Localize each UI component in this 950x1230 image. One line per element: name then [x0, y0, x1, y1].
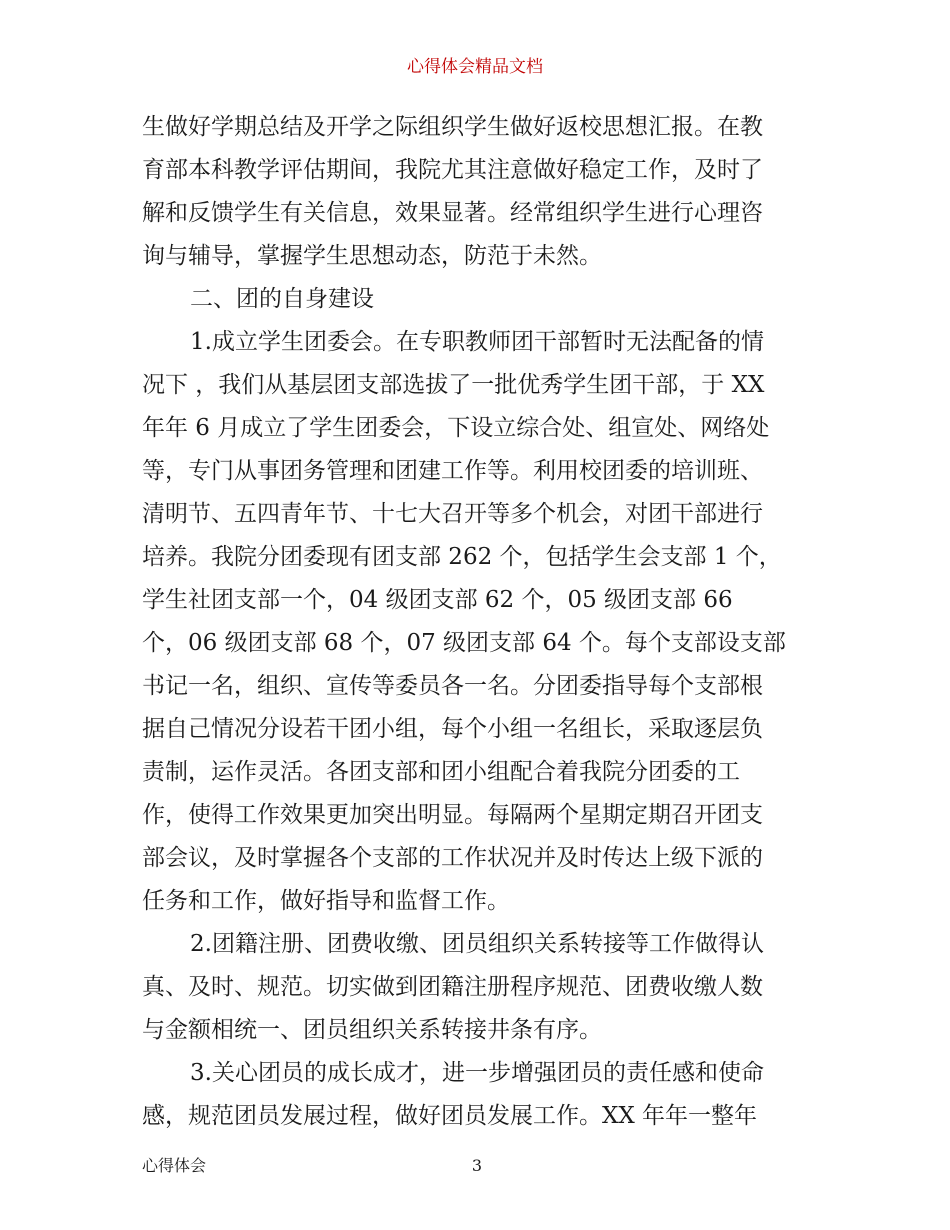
text-line: 1.成立学生团委会。在专职教师团干部暂时无法配备的情 [190, 329, 764, 355]
text-line: 生做好学期总结及开学之际组织学生做好返校思想汇报。在教 [142, 114, 763, 140]
text-line: 作，使得工作效果更加突出明显。每隔两个星期定期召开团支 [142, 802, 763, 828]
text-line: 二、团的自身建设 [190, 286, 374, 312]
text-line: 3.关心团员的成长成才，进一步增强团员的责任感和使命 [190, 1060, 764, 1086]
footer-label: 心得体会 [142, 1156, 207, 1175]
page-footer [142, 1155, 812, 1177]
document-body [142, 106, 812, 1138]
text-line: 育部本科教学评估期间，我院尤其注意做好稳定工作，及时了 [142, 157, 763, 183]
text-line: 个，06 级团支部 68 个，07 级团支部 64 个。每个支部设支部 [142, 630, 786, 656]
text-line: 学生社团支部一个，04 级团支部 62 个，05 级团支部 66 [142, 587, 733, 613]
text-line: 2.团籍注册、团费收缴、团员组织关系转接等工作做得认 [190, 931, 764, 957]
text-line: 询与辅导，掌握学生思想动态，防范于未然。 [142, 243, 602, 269]
text-line: 与金额相统一、团员组织关系转接井条有序。 [142, 1017, 602, 1043]
text-line: 责制，运作灵活。各团支部和团小组配合着我院分团委的工 [142, 759, 740, 785]
text-line: 感，规范团员发展过程，做好团员发展工作。XX 年年一整年 [142, 1103, 758, 1129]
text-line: 解和反馈学生有关信息，效果显著。经常组织学生进行心理咨 [142, 200, 763, 226]
text-line: 况下 ，我们从基层团支部选拔了一批优秀学生团干部，于 XX [142, 372, 765, 398]
text-line: 据自己情况分设若干团小组，每个小组一名组长，采取逐层负 [142, 716, 763, 742]
footer-page-number: 3 [471, 1156, 483, 1175]
text-line: 等，专门从事团务管理和团建工作等。利用校团委的培训班、 [142, 458, 763, 484]
text-line: 部会议，及时掌握各个支部的工作状况并及时传达上级下派的 [142, 845, 763, 871]
text-line: 清明节、五四青年节、十七大召开等多个机会，对团干部进行 [142, 501, 763, 527]
text-line: 任务和工作，做好指导和监督工作。 [142, 888, 510, 914]
text-line: 真、及时、规范。切实做到团籍注册程序规范、团费收缴人数 [142, 974, 763, 1000]
text-line: 年年 6 月成立了学生团委会，下设立综合处、组宣处、网络处 [142, 415, 770, 441]
text-line: 培养。我院分团委现有团支部 262 个，包括学生会支部 1 个， [142, 544, 782, 570]
page-header-title: 心得体会精品文档 [407, 57, 543, 77]
text-line: 书记一名，组织、宣传等委员各一名。分团委指导每个支部根 [142, 673, 763, 699]
